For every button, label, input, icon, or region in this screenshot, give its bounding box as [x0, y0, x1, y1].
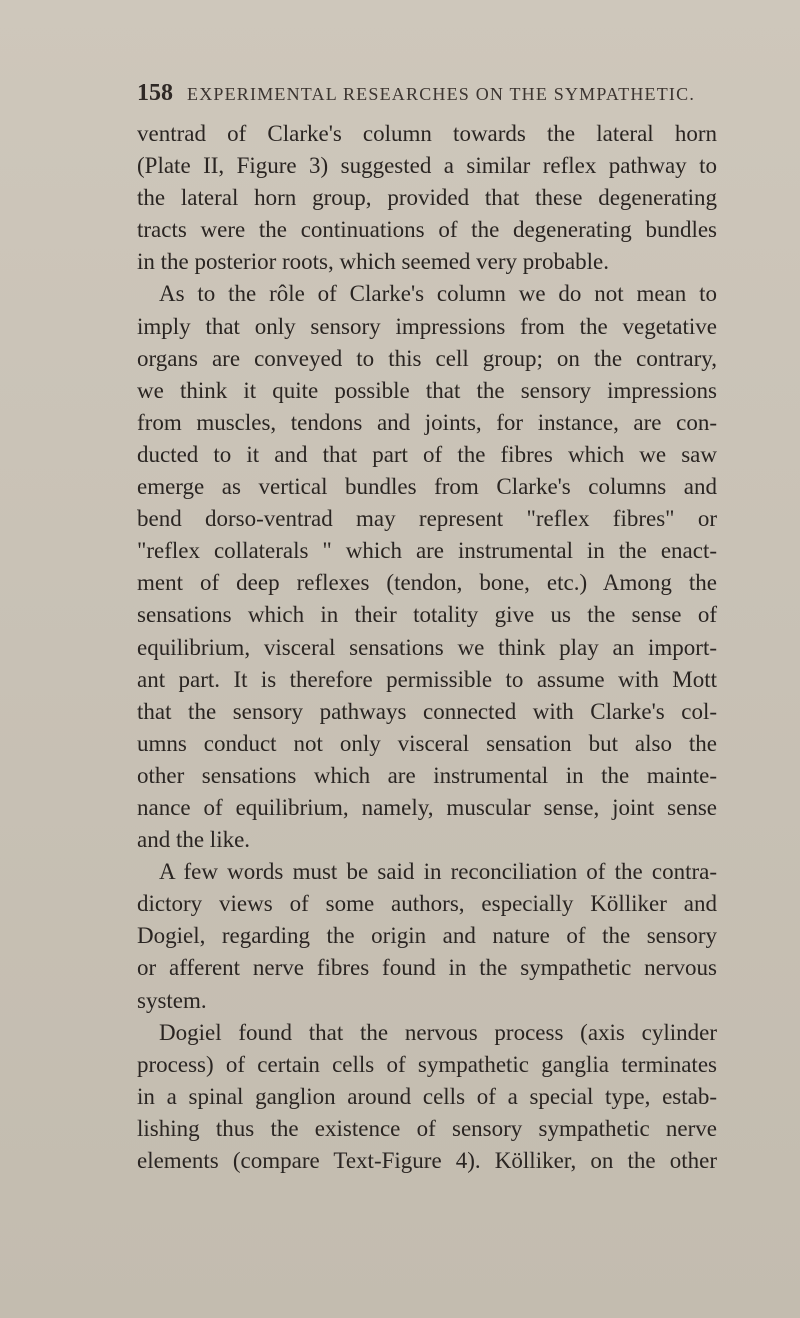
text-line: bend dorso-ventrad may represent "reflex fibres" or: [137, 506, 717, 532]
text-line: ventrad of Clarke's column towards the lateral horn: [137, 121, 717, 146]
text-line: in a spinal ganglion around cells of a special type, estab-: [137, 1083, 717, 1109]
text-line: tracts were the continuations of the degenerating bundles: [137, 217, 717, 243]
text-line: Dogiel found that the nervous process (axis cylinder: [159, 1019, 717, 1045]
text-line: umns conduct not only visceral sensation but also the: [137, 730, 717, 756]
text-line: or afferent nerve fibres found in the sympathetic nervous: [137, 955, 717, 981]
text-line: equilibrium, visceral sensations we think play an import-: [137, 634, 717, 660]
text-line: other sensations which are instrumental in the mainte-: [137, 762, 717, 788]
page-number: 158: [137, 80, 173, 106]
text-line: sensations which in their totality give us the sense of: [137, 602, 717, 628]
text-line: (Plate II, Figure 3) suggested a similar reflex pathway to: [137, 153, 717, 179]
text-line: A few words must be said in reconciliation of the contra-: [159, 859, 717, 885]
text-line: from muscles, tendons and joints, for instance, are con-: [137, 409, 717, 435]
text-line: Dogiel, regarding the origin and nature of the sensory: [137, 923, 717, 949]
text-line: ment of deep reflexes (tendon, bone, etc.) Among the: [137, 570, 717, 596]
text-line: the lateral horn group, provided that these degenerating: [137, 185, 717, 211]
text-line: lishing thus the existence of sensory sympathetic nerve: [137, 1115, 717, 1141]
text-line: process) of certain cells of sympathetic ganglia terminates: [137, 1051, 717, 1077]
text-line: As to the rôle of Clarke's column we do not mean to: [159, 281, 717, 307]
text-line: system.: [137, 987, 207, 1013]
text-line: ducted to it and that part of the fibres which we saw: [137, 441, 717, 467]
text-line: organs are conveyed to this cell group; on the contrary,: [137, 345, 717, 371]
running-head: EXPERIMENTAL RESEARCHES ON THE SYMPATHETIC.: [187, 84, 696, 104]
text-line: elements (compare Text-Figure 4). Kölliker, on the other: [137, 1148, 717, 1173]
text-line: nance of equilibrium, namely, muscular sense, joint sense: [137, 794, 717, 820]
text-line: emerge as vertical bundles from Clarke's columns and: [137, 474, 717, 500]
text-line: in the posterior roots, which seemed very probable.: [137, 249, 610, 275]
text-line: that the sensory pathways connected with Clarke's col-: [137, 698, 717, 724]
text-line: "reflex collaterals " which are instrumental in the enact-: [137, 538, 717, 564]
text-line: we think it quite possible that the sensory impressions: [137, 377, 717, 403]
page-header: [137, 80, 697, 107]
text-line: ant part. It is therefore permissible to assume with Mott: [137, 666, 717, 692]
text-line: and the like.: [137, 827, 251, 853]
text-line: dictory views of some authors, especially Kölliker and: [137, 891, 717, 917]
body-text: [137, 118, 717, 1177]
text-line: imply that only sensory impressions from the vegetative: [137, 313, 717, 339]
